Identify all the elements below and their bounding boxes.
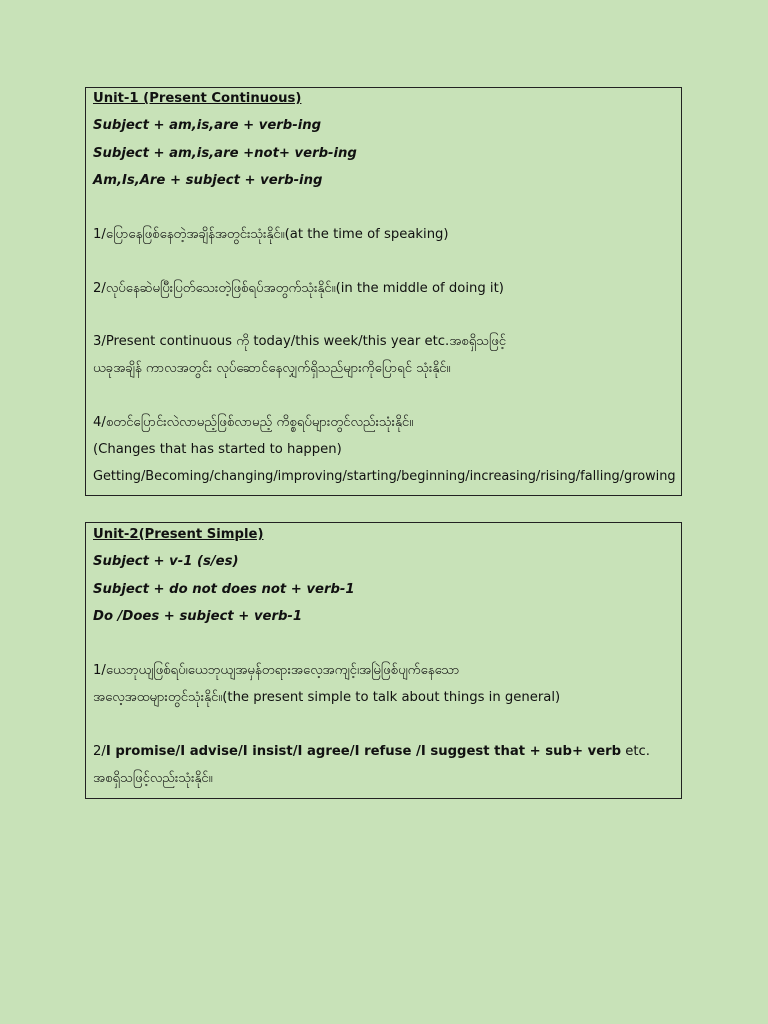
unit1-box xyxy=(85,87,682,496)
unit1-usage-3: 3/Present continuous ကို today/this week/this year etc.အစရှိသဖြင့် xyxy=(93,334,507,349)
unit1-usage-1: 1/ပြောနေဖြစ်နေတဲ့အချိန်အတွင်းသုံးနိုင်။(at the time of speaking) xyxy=(93,227,449,242)
unit2-usage-2-cont: အစရှိသဖြင့်လည်းသုံးနိုင်။ xyxy=(93,771,213,786)
unit2-title: Unit-2(Present Simple) xyxy=(93,527,264,542)
unit2-formula-affirmative: Subject + v-1 (s/es) xyxy=(93,554,239,569)
unit1-usage-3-cont: ယခုအချိန် ကာလအတွင်း လုပ်ဆောင်နေလျှက်ရှိသည်များကိုပြောရင် သုံးနိုင်။ xyxy=(93,361,451,376)
unit2-formula-question: Do /Does + subject + verb-1 xyxy=(93,609,303,624)
unit1-title: Unit-1 (Present Continuous) xyxy=(93,91,302,106)
unit1-usage-2: 2/လုပ်နေဆဲမပြီးပြတ်သေးတဲ့ဖြစ်ရပ်အတွက်သုံးနိုင်။(in the middle of doing it) xyxy=(93,281,504,296)
unit2-usage-2-prefix: 2/ xyxy=(93,744,106,759)
unit1-usage-4: 4/စတင်ပြောင်းလဲလာမည့်ဖြစ်လာမည့် ကိစ္စရပ်များတွင်လည်းသုံးနိုင်။ xyxy=(93,415,414,430)
unit2-usage-1: 1/ယေဘုယျဖြစ်ရပ်၊ယေဘုယျအမှန်တရားအလေ့အကျင့်၊အမြဲဖြစ်ပျက်နေသော xyxy=(93,663,460,678)
unit2-usage-2 xyxy=(93,743,677,761)
unit2-box xyxy=(85,522,682,799)
unit2-usage-2-suffix: etc. xyxy=(621,744,650,759)
unit1-formula-negative: Subject + am,is,are +not+ verb-ing xyxy=(93,146,357,161)
unit1-formula-affirmative: Subject + am,is,are + verb-ing xyxy=(93,118,322,133)
unit2-usage-2-verbs: I promise/I advise/I insist/I agree/I refuse /I suggest that + sub+ verb xyxy=(105,744,622,759)
unit2-formula-negative: Subject + do not does not + verb-1 xyxy=(93,582,355,597)
unit1-usage-4-examples: Getting/Becoming/changing/improving/starting/beginning/increasing/rising/falling/growing xyxy=(93,469,676,484)
unit1-usage-4-note: (Changes that has started to happen) xyxy=(93,442,342,457)
unit2-usage-1-cont: အလေ့အထများတွင်သုံးနိုင်။(the present simple to talk about things in general) xyxy=(93,690,561,705)
unit1-formula-question: Am,Is,Are + subject + verb-ing xyxy=(93,173,323,188)
